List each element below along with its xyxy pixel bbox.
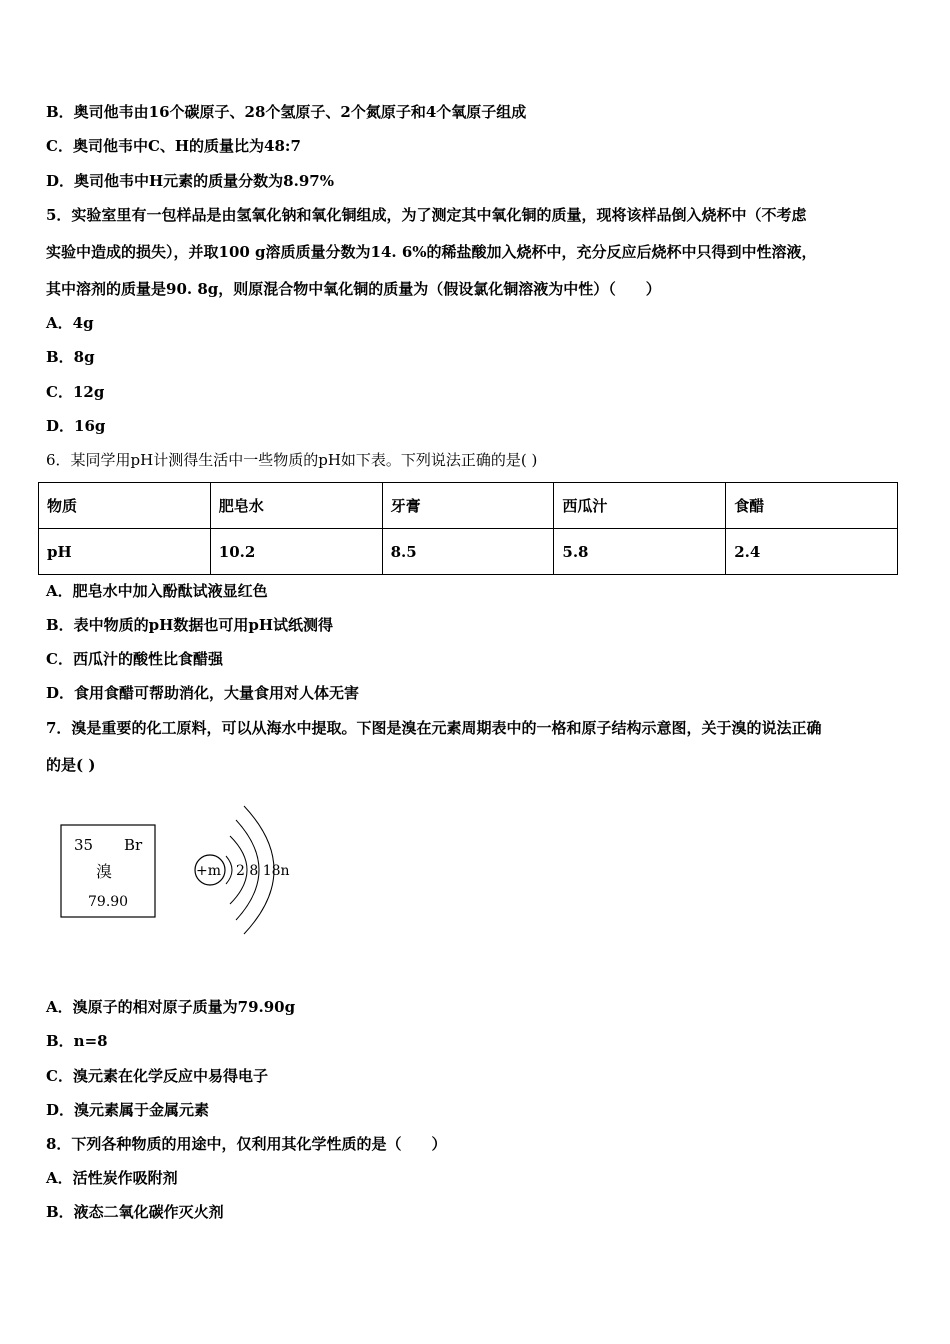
- bromine-diagram: [58, 790, 308, 950]
- table-cell: 肥皂水: [210, 483, 382, 529]
- q4-option-d: D．奥司他韦中H元素的质量分数为8.97%: [46, 172, 334, 190]
- atomic-number: 35: [74, 836, 94, 854]
- q7-option-d: D．溴元素属于金属元素: [46, 1101, 210, 1119]
- q6-stem: 6．某同学用pH计测得生活中一些物质的pH如下表。下列说法正确的是( ): [46, 451, 538, 469]
- electron-shell-arc: [226, 856, 232, 884]
- q7-option-c: C．溴元素在化学反应中易得电子: [46, 1067, 268, 1085]
- table-cell: pH: [39, 529, 211, 575]
- element-symbol: Br: [124, 836, 143, 854]
- table-cell: 2.4: [726, 529, 898, 575]
- q7-option-b: B．n=8: [46, 1032, 108, 1050]
- q4-option-c: C．奥司他韦中C、H的质量比为48:7: [46, 137, 301, 155]
- table-cell: 8.5: [382, 529, 554, 575]
- nucleus-charge: +m: [196, 863, 222, 879]
- q7-stem-line2: 的是( ): [46, 756, 96, 774]
- table-cell: 物质: [39, 483, 211, 529]
- table-cell: 西瓜汁: [554, 483, 726, 529]
- q7-stem-line1: 7．溴是重要的化工原料，可以从海水中提取。下图是溴在元素周期表中的一格和原子结构示意图，关于溴的说法正确: [46, 719, 822, 737]
- q5-option-d: D．16g: [46, 417, 106, 435]
- element-name: 溴: [96, 862, 113, 881]
- q4-option-b: B．奥司他韦由16个碳原子、28个氢原子、2个氮原子和4个氧原子组成: [46, 103, 527, 121]
- q5-option-a: A．4g: [46, 314, 94, 332]
- q6-option-b: B．表中物质的pH数据也可用pH试纸测得: [46, 616, 334, 634]
- q8-option-a: A．活性炭作吸附剂: [46, 1169, 178, 1187]
- table-cell: 10.2: [210, 529, 382, 575]
- q5-stem-line3: 其中溶剂的质量是90. 8g，则原混合物中氧化铜的质量为（假设氯化铜溶液为中性）（ ）: [46, 280, 661, 298]
- table-cell: 食醋: [726, 483, 898, 529]
- q6-option-c: C．西瓜汁的酸性比食醋强: [46, 650, 223, 668]
- table-cell: 牙膏: [382, 483, 554, 529]
- q5-option-b: B．8g: [46, 348, 95, 366]
- table-row: [39, 529, 898, 575]
- q5-option-c: C．12g: [46, 383, 105, 401]
- q6-option-d: D．食用食醋可帮助消化，大量食用对人体无害: [46, 684, 360, 702]
- q5-stem-line2: 实验中造成的损失），并取100 g溶质质量分数为14. 6%的稀盐酸加入烧杯中，充分反应后烧杯中只得到中性溶液，: [46, 243, 817, 261]
- ph-table: [38, 482, 898, 575]
- table-cell: 5.8: [554, 529, 726, 575]
- atomic-mass: 79.90: [88, 894, 129, 910]
- q8-option-b: B．液态二氧化碳作灭火剂: [46, 1203, 224, 1221]
- q7-option-a: A．溴原子的相对原子质量为79.90g: [46, 998, 296, 1016]
- table-header-row: [39, 483, 898, 529]
- electron-shell-counts: 2 8 18n: [236, 863, 290, 879]
- q6-option-a: A．肥皂水中加入酚酞试液显红色: [46, 582, 268, 600]
- q8-stem: 8．下列各种物质的用途中，仅利用其化学性质的是（ ）: [46, 1135, 447, 1153]
- q5-stem-line1: 5．实验室里有一包样品是由氢氧化钠和氧化铜组成，为了测定其中氧化铜的质量，现将该样品倒入烧杯中（不考虑: [46, 206, 807, 224]
